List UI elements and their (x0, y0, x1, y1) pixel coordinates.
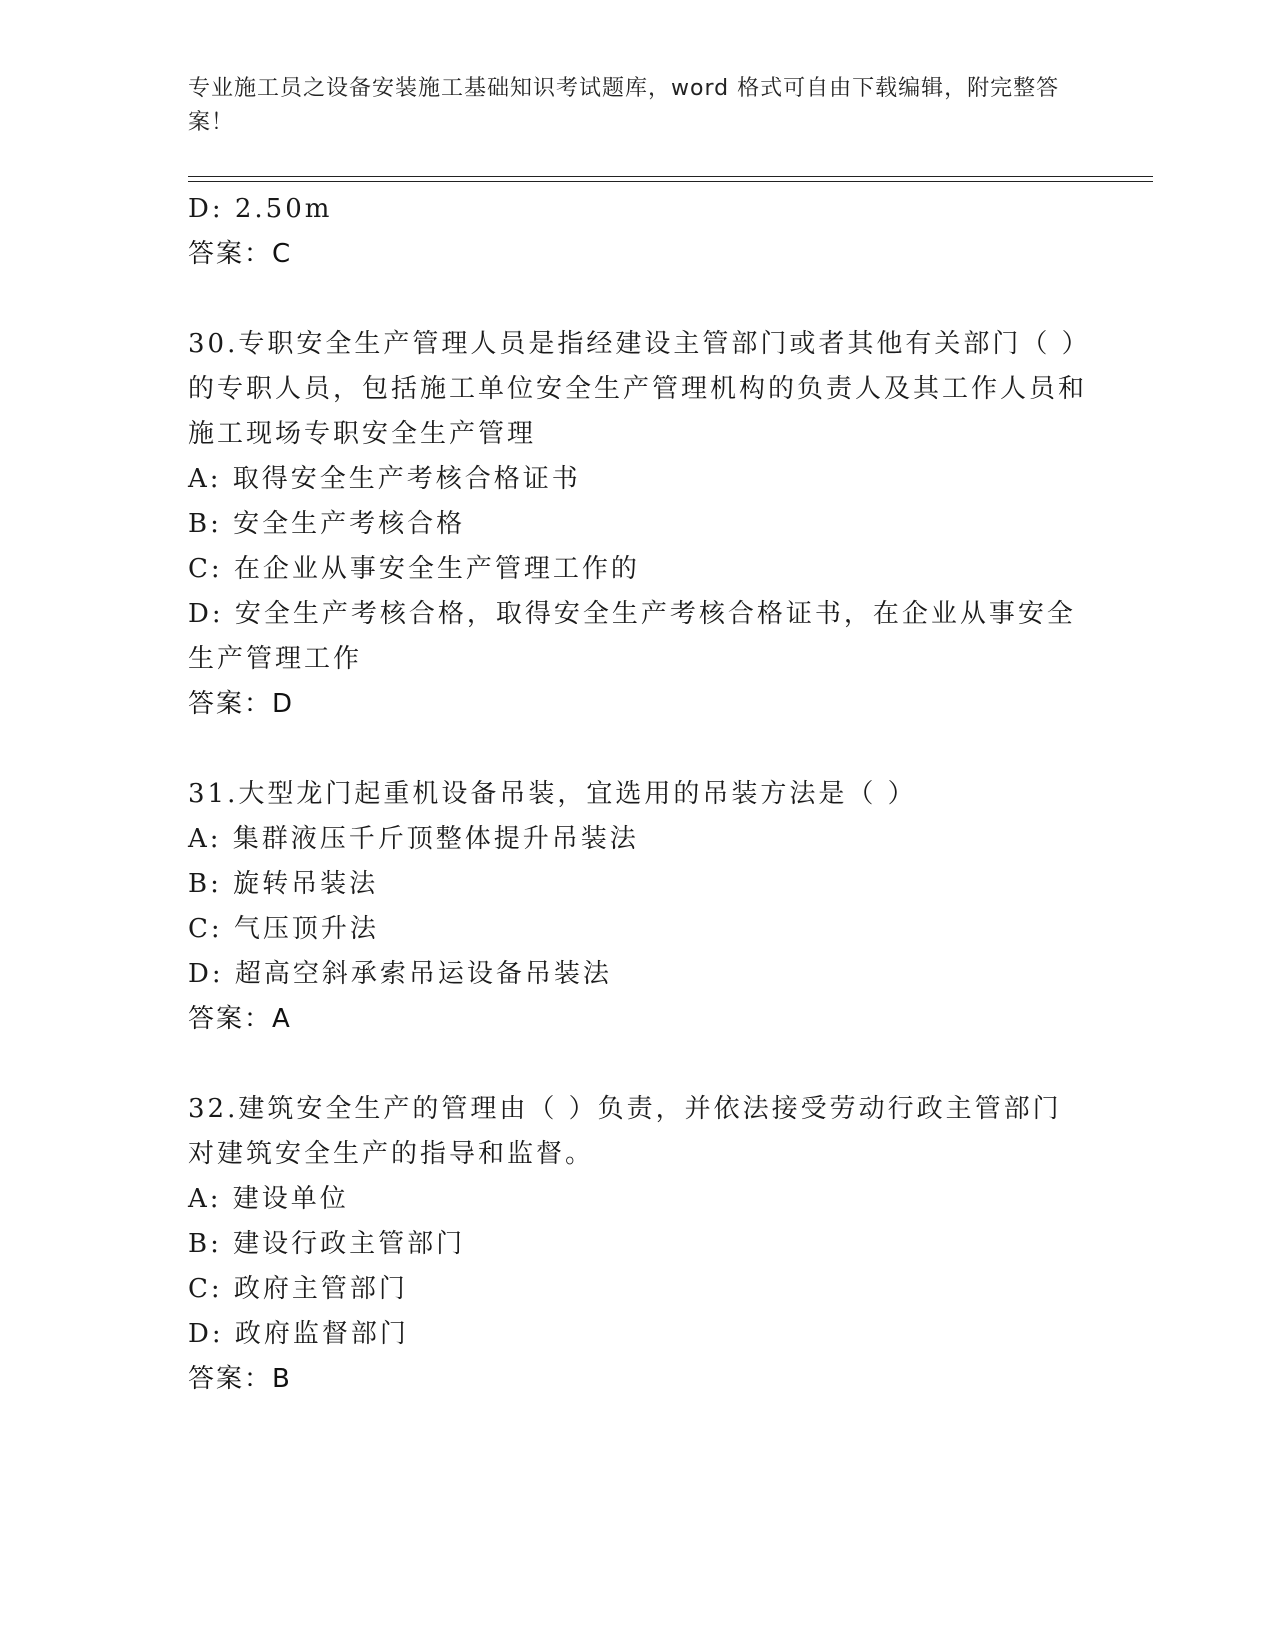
answer-line: 答案：D (188, 689, 295, 719)
option-c: C: 气压顶升法 (188, 914, 379, 944)
header-note: 专业施工员之设备安装施工基础知识考试题库，word 格式可自由下载编辑，附完整答案！ (188, 76, 1060, 135)
option-a: A: 建设单位 (188, 1184, 349, 1214)
option-d: D: 2.50m (188, 194, 333, 224)
answer-line: 答案：A (188, 1004, 292, 1034)
option-a: A: 取得安全生产考核合格证书 (188, 464, 581, 494)
question-30 (188, 322, 1088, 727)
previous-question-tail (188, 187, 1088, 277)
header-divider-top (188, 176, 1153, 177)
option-b: B: 旋转吊装法 (188, 869, 379, 899)
answer-line: 答案：C (188, 239, 293, 269)
answer-line: 答案：B (188, 1364, 292, 1394)
option-c: C: 政府主管部门 (188, 1274, 408, 1304)
option-b: B: 建设行政主管部门 (188, 1229, 466, 1259)
option-d: D: 安全生产考核合格，取得安全生产考核合格证书，在企业从事安全生产管理工作 (188, 599, 1076, 674)
question-stem: 31.大型龙门起重机设备吊装，宜选用的吊装方法是（ ） (188, 779, 917, 809)
question-32 (188, 1087, 1088, 1402)
option-d: D: 政府监督部门 (188, 1319, 409, 1349)
option-a: A: 集群液压千斤顶整体提升吊装法 (188, 824, 639, 854)
question-31 (188, 772, 1088, 1042)
option-c: C: 在企业从事安全生产管理工作的 (188, 554, 640, 584)
question-stem: 32.建筑安全生产的管理由（ ）负责，并依法接受劳动行政主管部门对建筑安全生产的指导和监督。 (188, 1094, 1062, 1169)
question-stem: 30.专职安全生产管理人员是指经建设主管部门或者其他有关部门（ ）的专职人员，包括施工单位安全生产管理机构的负责人及其工作人员和施工现场专职安全生产管理 (188, 329, 1088, 449)
question-content (188, 187, 1088, 1402)
option-b: B: 安全生产考核合格 (188, 509, 466, 539)
option-d: D: 超高空斜承索吊运设备吊装法 (188, 959, 612, 989)
header-divider-bottom (188, 181, 1153, 182)
